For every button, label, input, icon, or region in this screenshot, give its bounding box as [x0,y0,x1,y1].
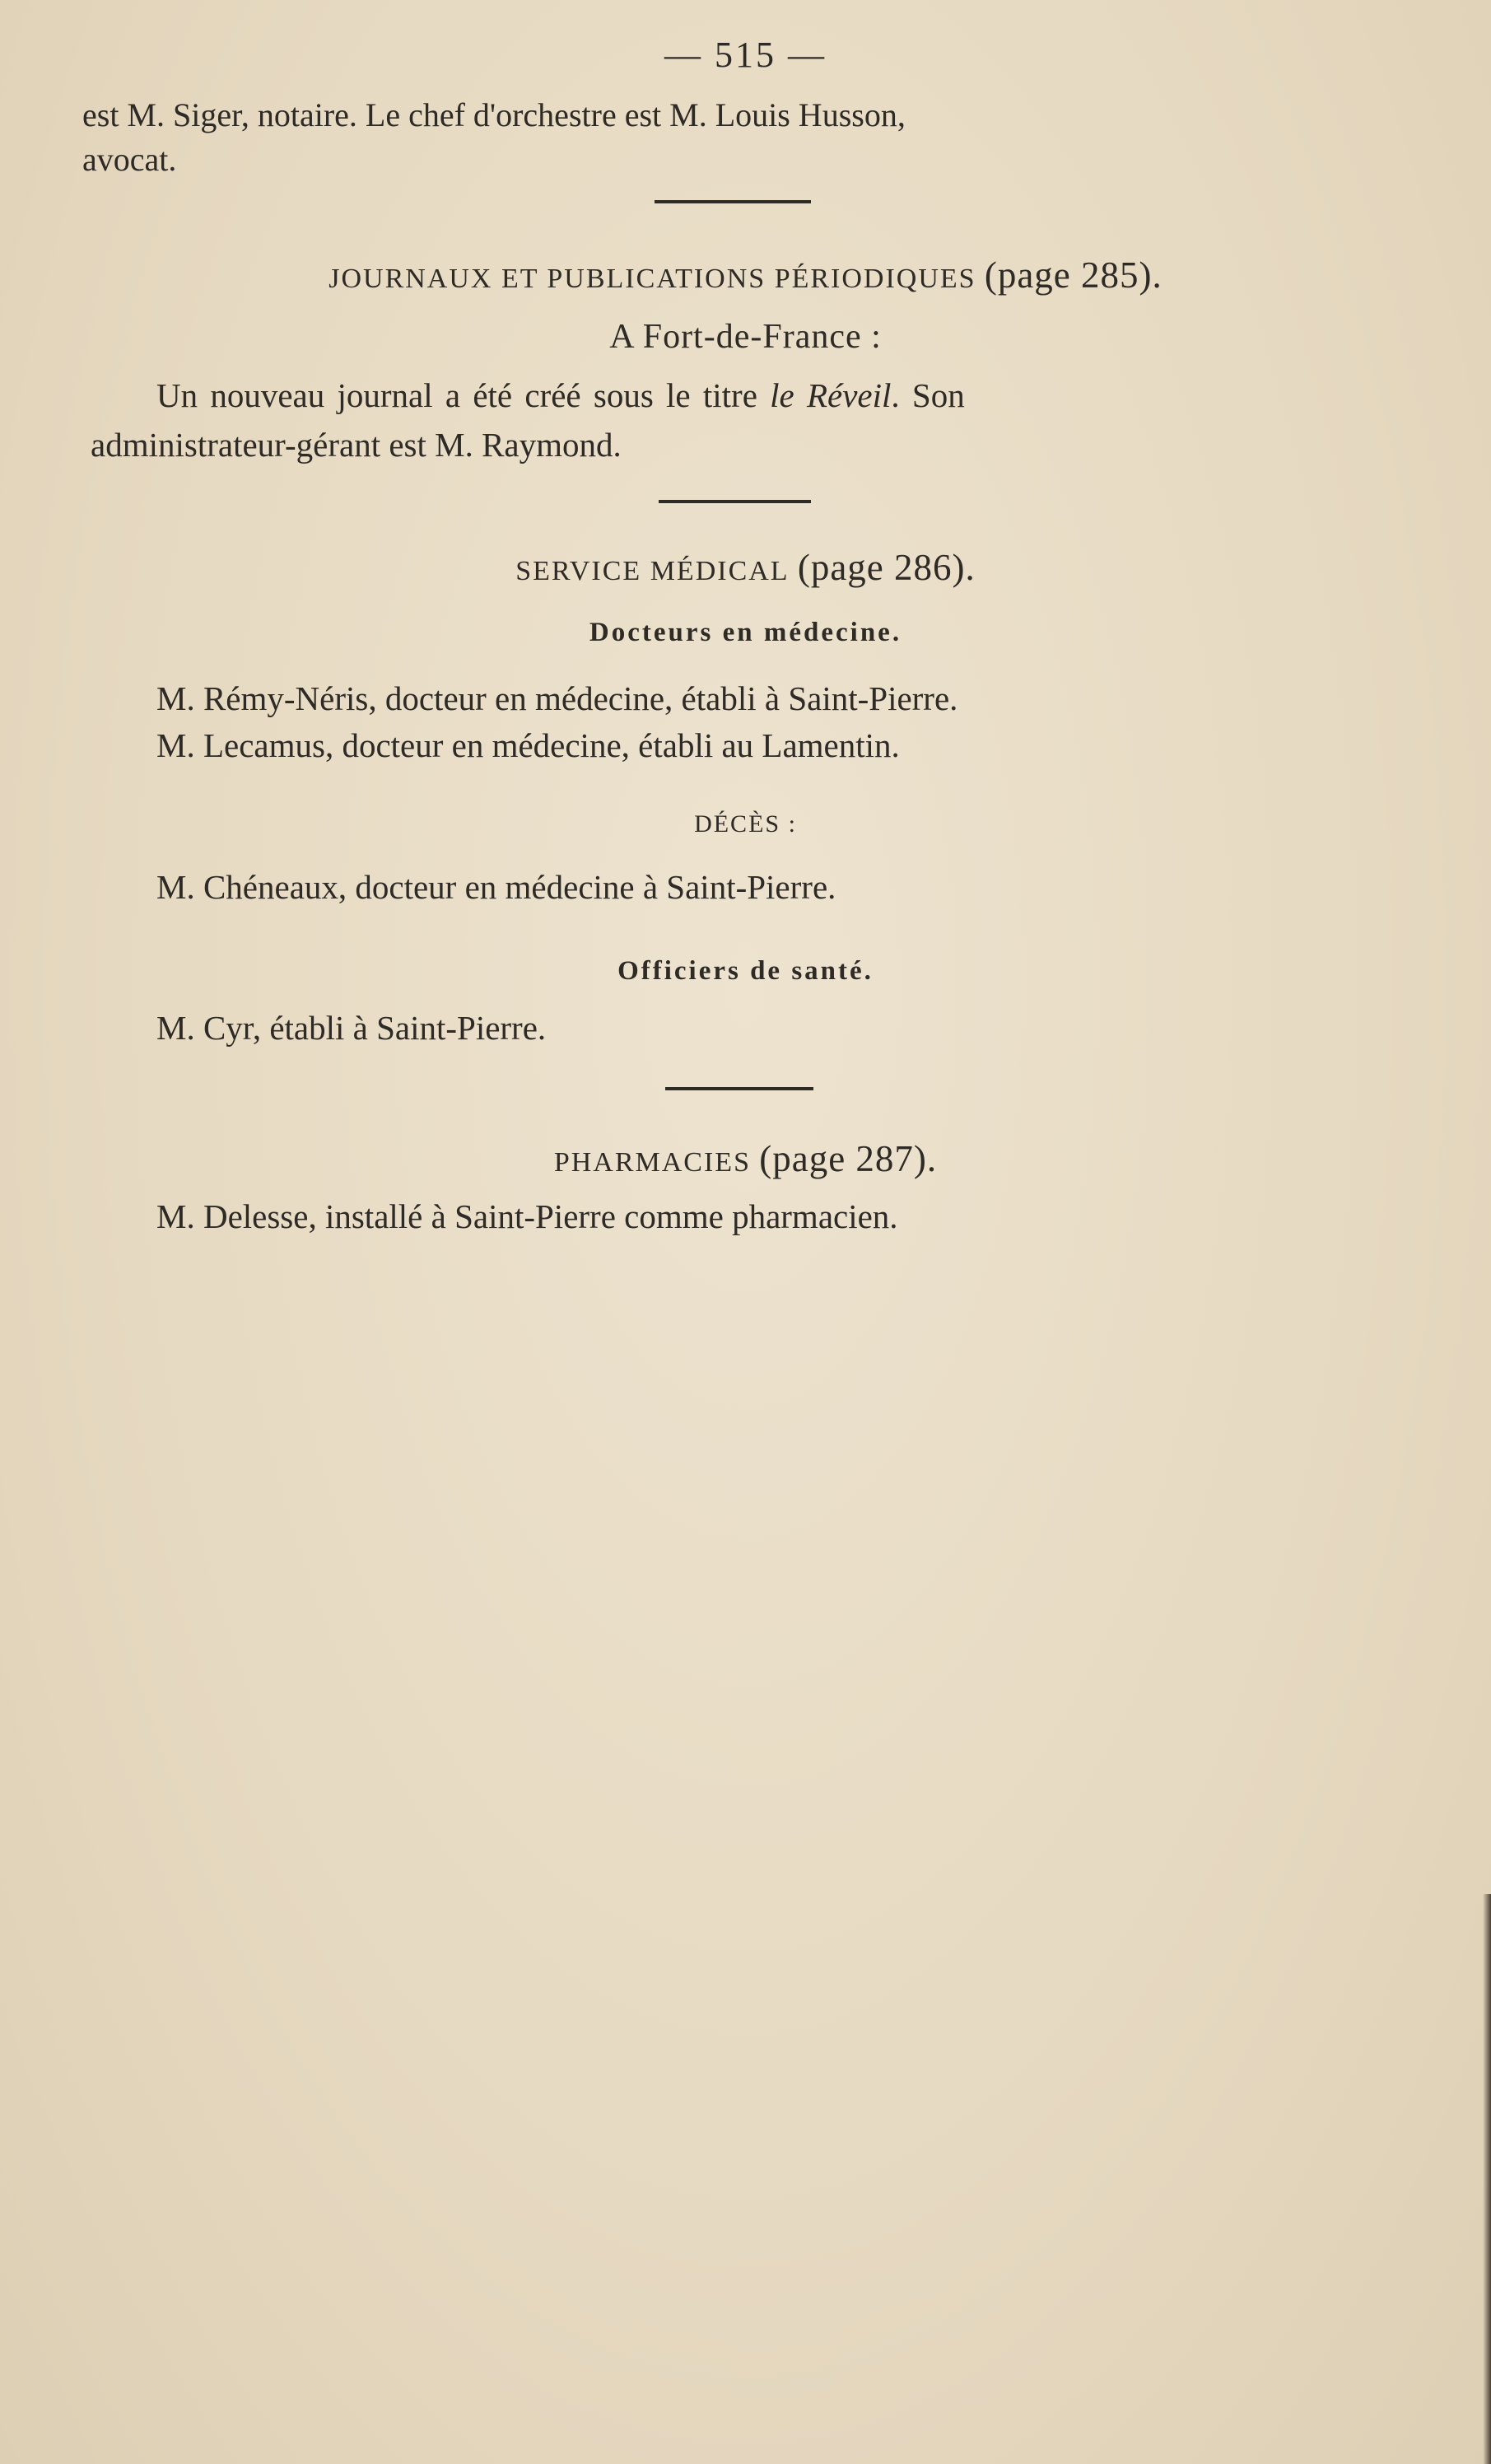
heading-journaux-title: JOURNAUX ET PUBLICATIONS PÉRIODIQUES [328,264,976,294]
heading-journaux-page: (page 285). [984,254,1163,296]
text-line-2: avocat. [82,141,177,178]
officier-line-1: M. Cyr, établi à Saint-Pierre. [156,1009,547,1047]
subheading-fort-de-france: A Fort-de-France : [609,318,882,356]
journal-line-1-c: . Son [891,376,965,414]
heading-service [0,549,1491,586]
heading-journaux [0,254,1491,296]
journal-line-1 [156,376,965,414]
page-edge-shadow [1483,1894,1491,2464]
heading-service-title: SERVICE MÉDICAL [515,556,790,586]
deces-line-1: M. Chéneaux, docteur en médecine à Saint-Pierre. [156,868,836,906]
section-rule [659,500,811,503]
page-number: — 515 — [664,35,827,75]
subheading-docteurs: Docteurs en médecine. [589,618,902,647]
text-line-1: est M. Siger, notaire. Le chef d'orchestre est M. Louis Husson, [82,96,906,133]
subheading-officiers: Officiers de santé. [617,956,874,986]
heading-pharmacies-page: (page 287). [759,1138,938,1179]
doctor-line-2: M. Lecamus, docteur en médecine, établi au Lamentin. [156,726,900,764]
heading-pharmacies-title: PHARMACIES [553,1147,751,1178]
subheading-deces: DÉCÈS : [694,810,797,838]
section-rule [665,1087,813,1090]
journal-line-2: administrateur-gérant est M. Raymond. [91,426,622,464]
doctor-line-1: M. Rémy-Néris, docteur en médecine, établi à Saint-Pierre. [156,679,958,717]
pharmacy-line-1: M. Delesse, installé à Saint-Pierre comme pharmacien. [156,1197,898,1235]
journal-title-italic: le Réveil [770,376,892,414]
section-rule [655,200,811,203]
journal-line-1-a: Un nouveau journal a été créé sous le titre [156,376,771,414]
heading-service-page: (page 286). [797,547,976,588]
heading-pharmacies [0,1138,1491,1179]
